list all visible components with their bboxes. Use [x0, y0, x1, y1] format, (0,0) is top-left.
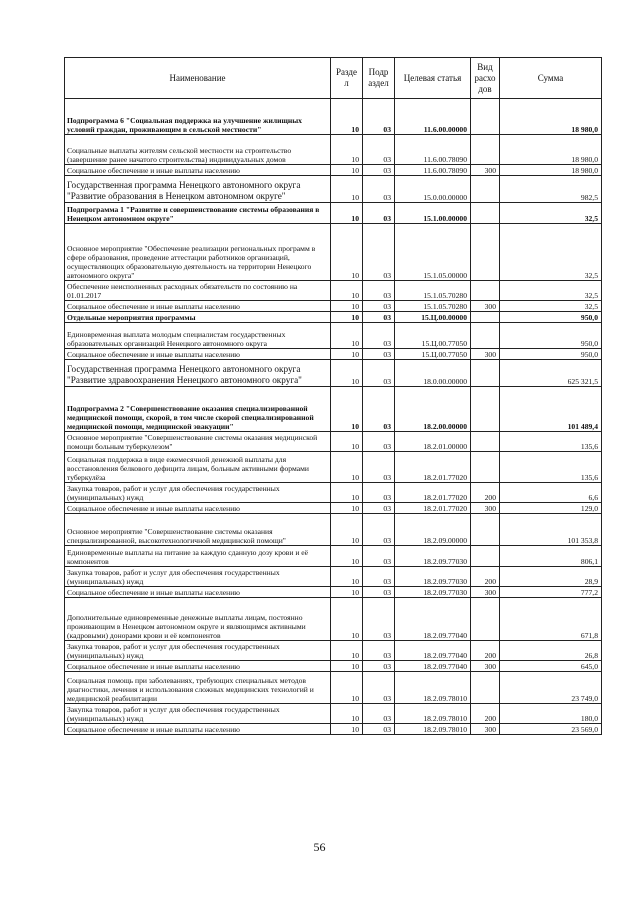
row-name-cell: Социальное обеспечение и иные выплаты населению — [65, 503, 331, 514]
row-target-cell: 15.Ц.00.77050 — [395, 349, 471, 360]
row-name-cell: Закупка товаров, работ и услуг для обеспечения государственных (муниципальных) нужд — [65, 567, 331, 587]
table-row — [65, 301, 602, 312]
row-sum-cell: 982,5 — [500, 176, 602, 203]
row-name-cell: Закупка товаров, работ и услуг для обеспечения государственных (муниципальных) нужд — [65, 641, 331, 661]
row-target-cell: 18.2.01.77020 — [395, 452, 471, 483]
row-target-cell: 18.2.09.78010 — [395, 704, 471, 724]
row-name-cell: Социальное обеспечение и иные выплаты населению — [65, 349, 331, 360]
row-vid-cell — [471, 514, 500, 546]
row-podrazdel-cell: 03 — [363, 99, 395, 135]
row-razdel-cell: 10 — [331, 546, 363, 567]
table-row — [65, 514, 602, 546]
row-podrazdel-cell: 03 — [363, 514, 395, 546]
table-row — [65, 176, 602, 203]
row-sum-cell: 777,2 — [500, 587, 602, 598]
row-podrazdel-cell: 03 — [363, 360, 395, 387]
row-sum-cell: 180,0 — [500, 704, 602, 724]
row-podrazdel-cell: 03 — [363, 546, 395, 567]
row-razdel-cell: 10 — [331, 203, 363, 224]
table-row — [65, 546, 602, 567]
row-target-cell: 18.2.01.00000 — [395, 432, 471, 452]
header-sum: Сумма — [500, 58, 602, 99]
row-vid-cell: 300 — [471, 165, 500, 176]
row-vid-cell — [471, 203, 500, 224]
row-name-cell: Основное мероприятие "Совершенствование системы оказания медицинской помощи больным туберкулезом" — [65, 432, 331, 452]
row-razdel-cell: 10 — [331, 165, 363, 176]
budget-table — [64, 57, 602, 735]
row-razdel-cell: 10 — [331, 224, 363, 281]
row-vid-cell: 200 — [471, 704, 500, 724]
row-podrazdel-cell: 03 — [363, 661, 395, 672]
row-vid-cell: 300 — [471, 301, 500, 312]
row-target-cell: 18.2.01.77020 — [395, 483, 471, 503]
row-name-cell: Подпрограмма 6 "Социальная поддержка на улучшение жилищных условий граждан, проживающим в сельской местности" — [65, 99, 331, 135]
row-name-cell: Социальное обеспечение и иные выплаты населению — [65, 165, 331, 176]
row-podrazdel-cell: 03 — [363, 724, 395, 735]
table-row — [65, 323, 602, 349]
row-podrazdel-cell: 03 — [363, 452, 395, 483]
table-row — [65, 483, 602, 503]
row-sum-cell: 6,6 — [500, 483, 602, 503]
row-podrazdel-cell: 03 — [363, 503, 395, 514]
table-row — [65, 567, 602, 587]
row-vid-cell — [471, 432, 500, 452]
row-razdel-cell: 10 — [331, 598, 363, 641]
row-podrazdel-cell: 03 — [363, 165, 395, 176]
row-podrazdel-cell: 03 — [363, 349, 395, 360]
row-sum-cell: 129,0 — [500, 503, 602, 514]
table-row — [65, 281, 602, 301]
row-sum-cell: 806,1 — [500, 546, 602, 567]
row-razdel-cell: 10 — [331, 724, 363, 735]
row-target-cell: 15.0.00.00000 — [395, 176, 471, 203]
row-vid-cell — [471, 323, 500, 349]
table-row — [65, 349, 602, 360]
row-podrazdel-cell: 03 — [363, 281, 395, 301]
row-target-cell: 18.2.00.00000 — [395, 387, 471, 432]
row-razdel-cell: 10 — [331, 312, 363, 323]
row-sum-cell: 950,0 — [500, 312, 602, 323]
row-sum-cell: 671,8 — [500, 598, 602, 641]
row-sum-cell: 28,9 — [500, 567, 602, 587]
row-razdel-cell: 10 — [331, 452, 363, 483]
row-razdel-cell: 10 — [331, 661, 363, 672]
row-name-cell: Социальная поддержка в виде ежемесячной денежной выплаты для восстановления белкового дефицита лицам, больным активными формами туберкулёза — [65, 452, 331, 483]
header-vid: Вид расхо дов — [471, 58, 500, 99]
row-vid-cell — [471, 99, 500, 135]
row-vid-cell: 200 — [471, 567, 500, 587]
header-target: Целевая статья — [395, 58, 471, 99]
row-name-cell: Отдельные мероприятия программы — [65, 312, 331, 323]
row-razdel-cell: 10 — [331, 99, 363, 135]
row-target-cell: 11.6.00.00000 — [395, 99, 471, 135]
row-target-cell: 15.Ц.00.00000 — [395, 312, 471, 323]
row-vid-cell — [471, 135, 500, 165]
table-row — [65, 99, 602, 135]
row-target-cell: 18.0.00.00000 — [395, 360, 471, 387]
row-sum-cell: 26,8 — [500, 641, 602, 661]
row-vid-cell — [471, 452, 500, 483]
row-sum-cell: 18 980,0 — [500, 99, 602, 135]
row-podrazdel-cell: 03 — [363, 323, 395, 349]
row-podrazdel-cell: 03 — [363, 432, 395, 452]
row-target-cell: 15.1.05.70280 — [395, 281, 471, 301]
table-row — [65, 203, 602, 224]
row-name-cell: Государственная программа Ненецкого автономного округа "Развитие здравоохранения Ненецкого автономного округа" — [65, 360, 331, 387]
row-razdel-cell: 10 — [331, 704, 363, 724]
table-row — [65, 452, 602, 483]
row-podrazdel-cell: 03 — [363, 567, 395, 587]
row-vid-cell: 200 — [471, 641, 500, 661]
row-sum-cell: 950,0 — [500, 323, 602, 349]
row-target-cell: 11.6.00.78090 — [395, 135, 471, 165]
row-razdel-cell: 10 — [331, 567, 363, 587]
row-target-cell: 18.2.09.78010 — [395, 672, 471, 704]
row-vid-cell — [471, 672, 500, 704]
row-name-cell: Социальное обеспечение и иные выплаты населению — [65, 587, 331, 598]
row-target-cell: 18.2.01.77020 — [395, 503, 471, 514]
table-row — [65, 135, 602, 165]
table-row — [65, 724, 602, 735]
row-sum-cell: 135,6 — [500, 432, 602, 452]
row-target-cell: 18.2.09.78010 — [395, 724, 471, 735]
row-sum-cell: 101 489,4 — [500, 387, 602, 432]
row-vid-cell — [471, 224, 500, 281]
row-sum-cell: 32,5 — [500, 281, 602, 301]
row-razdel-cell: 10 — [331, 349, 363, 360]
row-vid-cell — [471, 312, 500, 323]
row-razdel-cell: 10 — [331, 360, 363, 387]
row-sum-cell: 32,5 — [500, 203, 602, 224]
table-row — [65, 165, 602, 176]
row-razdel-cell: 10 — [331, 587, 363, 598]
row-vid-cell: 300 — [471, 349, 500, 360]
row-podrazdel-cell: 03 — [363, 176, 395, 203]
row-razdel-cell: 10 — [331, 432, 363, 452]
table-row — [65, 598, 602, 641]
row-sum-cell: 18 980,0 — [500, 135, 602, 165]
row-sum-cell: 625 321,5 — [500, 360, 602, 387]
row-sum-cell: 32,5 — [500, 224, 602, 281]
table-row — [65, 661, 602, 672]
row-target-cell: 18.2.09.77040 — [395, 598, 471, 641]
row-razdel-cell: 10 — [331, 135, 363, 165]
row-razdel-cell: 10 — [331, 387, 363, 432]
row-target-cell: 18.2.09.77040 — [395, 661, 471, 672]
row-name-cell: Единовременная выплата молодым специалистам государственных образовательных организаций Ненецкого автономного округа — [65, 323, 331, 349]
row-podrazdel-cell: 03 — [363, 704, 395, 724]
row-name-cell: Социальная помощь при заболеваниях, требующих специальных методов диагностики, лечения и использования сложных медицинских технологий и медицинской реабилитации — [65, 672, 331, 704]
row-target-cell: 15.1.05.70280 — [395, 301, 471, 312]
row-vid-cell — [471, 360, 500, 387]
row-vid-cell: 200 — [471, 483, 500, 503]
table-row — [65, 672, 602, 704]
header-razdel: Разде л — [331, 58, 363, 99]
table-row — [65, 587, 602, 598]
row-podrazdel-cell: 03 — [363, 312, 395, 323]
row-name-cell: Социальное обеспечение и иные выплаты населению — [65, 661, 331, 672]
row-name-cell: Основное мероприятие "Совершенствование системы оказания специализированной, высокотехнологичной медицинской помощи" — [65, 514, 331, 546]
table-row — [65, 432, 602, 452]
row-podrazdel-cell: 03 — [363, 598, 395, 641]
row-sum-cell: 645,0 — [500, 661, 602, 672]
row-sum-cell: 23 569,0 — [500, 724, 602, 735]
row-sum-cell: 101 353,8 — [500, 514, 602, 546]
row-vid-cell — [471, 176, 500, 203]
row-name-cell: Социальные выплаты жителям сельской местности на строительство (завершение ранее начатого строительства) индивидуальных домов — [65, 135, 331, 165]
table-row — [65, 224, 602, 281]
row-razdel-cell: 10 — [331, 281, 363, 301]
row-razdel-cell: 10 — [331, 323, 363, 349]
row-vid-cell: 300 — [471, 503, 500, 514]
row-razdel-cell: 10 — [331, 503, 363, 514]
budget-table-sheet — [64, 57, 601, 735]
row-target-cell: 15.Ц.00.77050 — [395, 323, 471, 349]
row-name-cell: Государственная программа Ненецкого автономного округа "Развитие образования в Ненецком автономном округе" — [65, 176, 331, 203]
table-row — [65, 312, 602, 323]
row-name-cell: Дополнительные единовременные денежные выплаты лицам, постоянно проживающим в Ненецком автономном округе и являющимся активными (кадровыми) донорами крови и её компонентов — [65, 598, 331, 641]
row-target-cell: 11.6.00.78090 — [395, 165, 471, 176]
row-podrazdel-cell: 03 — [363, 587, 395, 598]
row-razdel-cell: 10 — [331, 176, 363, 203]
row-name-cell: Социальное обеспечение и иные выплаты населению — [65, 724, 331, 735]
row-target-cell: 18.2.09.77030 — [395, 546, 471, 567]
row-sum-cell: 135,6 — [500, 452, 602, 483]
row-vid-cell — [471, 598, 500, 641]
row-name-cell: Единовременные выплаты на питание за каждую сданную дозу крови и её компонентов — [65, 546, 331, 567]
row-podrazdel-cell: 03 — [363, 135, 395, 165]
row-name-cell: Подпрограмма 2 "Совершенствование оказания специализированной медицинской помощи, скорой, в том числе скорой специализированной медицинской помощи, медицинской эвакуации" — [65, 387, 331, 432]
row-razdel-cell: 10 — [331, 641, 363, 661]
row-podrazdel-cell: 03 — [363, 483, 395, 503]
row-podrazdel-cell: 03 — [363, 224, 395, 281]
row-vid-cell — [471, 387, 500, 432]
row-razdel-cell: 10 — [331, 301, 363, 312]
table-header-row — [65, 58, 602, 99]
row-vid-cell: 300 — [471, 724, 500, 735]
row-name-cell: Закупка товаров, работ и услуг для обеспечения государственных (муниципальных) нужд — [65, 483, 331, 503]
table-body — [65, 99, 602, 735]
row-vid-cell: 300 — [471, 587, 500, 598]
row-sum-cell: 23 749,0 — [500, 672, 602, 704]
row-razdel-cell: 10 — [331, 483, 363, 503]
row-name-cell: Подпрограмма 1 "Развитие и совершенствование системы образования в Ненецком автономном округе" — [65, 203, 331, 224]
row-razdel-cell: 10 — [331, 672, 363, 704]
header-podrazdel: Подр аздел — [363, 58, 395, 99]
row-name-cell: Обеспечение неисполненных расходных обязательств по состоянию на 01.01.2017 — [65, 281, 331, 301]
row-target-cell: 15.1.00.00000 — [395, 203, 471, 224]
row-sum-cell: 18 980,0 — [500, 165, 602, 176]
row-podrazdel-cell: 03 — [363, 387, 395, 432]
row-vid-cell: 300 — [471, 661, 500, 672]
row-podrazdel-cell: 03 — [363, 672, 395, 704]
row-podrazdel-cell: 03 — [363, 301, 395, 312]
row-target-cell: 18.2.09.77030 — [395, 587, 471, 598]
row-podrazdel-cell: 03 — [363, 203, 395, 224]
table-row — [65, 503, 602, 514]
row-name-cell: Социальное обеспечение и иные выплаты населению — [65, 301, 331, 312]
row-vid-cell — [471, 281, 500, 301]
header-name: Наименование — [65, 58, 331, 99]
table-row — [65, 387, 602, 432]
row-target-cell: 15.1.05.00000 — [395, 224, 471, 281]
table-row — [65, 704, 602, 724]
page-number: 56 — [313, 840, 326, 854]
table-row — [65, 641, 602, 661]
row-name-cell: Закупка товаров, работ и услуг для обеспечения государственных (муниципальных) нужд — [65, 704, 331, 724]
row-podrazdel-cell: 03 — [363, 641, 395, 661]
table-row — [65, 360, 602, 387]
row-target-cell: 18.2.09.00000 — [395, 514, 471, 546]
row-sum-cell: 32,5 — [500, 301, 602, 312]
row-target-cell: 18.2.09.77030 — [395, 567, 471, 587]
row-razdel-cell: 10 — [331, 514, 363, 546]
row-target-cell: 18.2.09.77040 — [395, 641, 471, 661]
row-vid-cell — [471, 546, 500, 567]
row-name-cell: Основное мероприятие "Обеспечение реализации региональных программ в сфере образования, проведение аттестации работников организаций, осуществляющих образовательную деятельность на территории Ненецкого автономного округа" — [65, 224, 331, 281]
row-sum-cell: 950,0 — [500, 349, 602, 360]
